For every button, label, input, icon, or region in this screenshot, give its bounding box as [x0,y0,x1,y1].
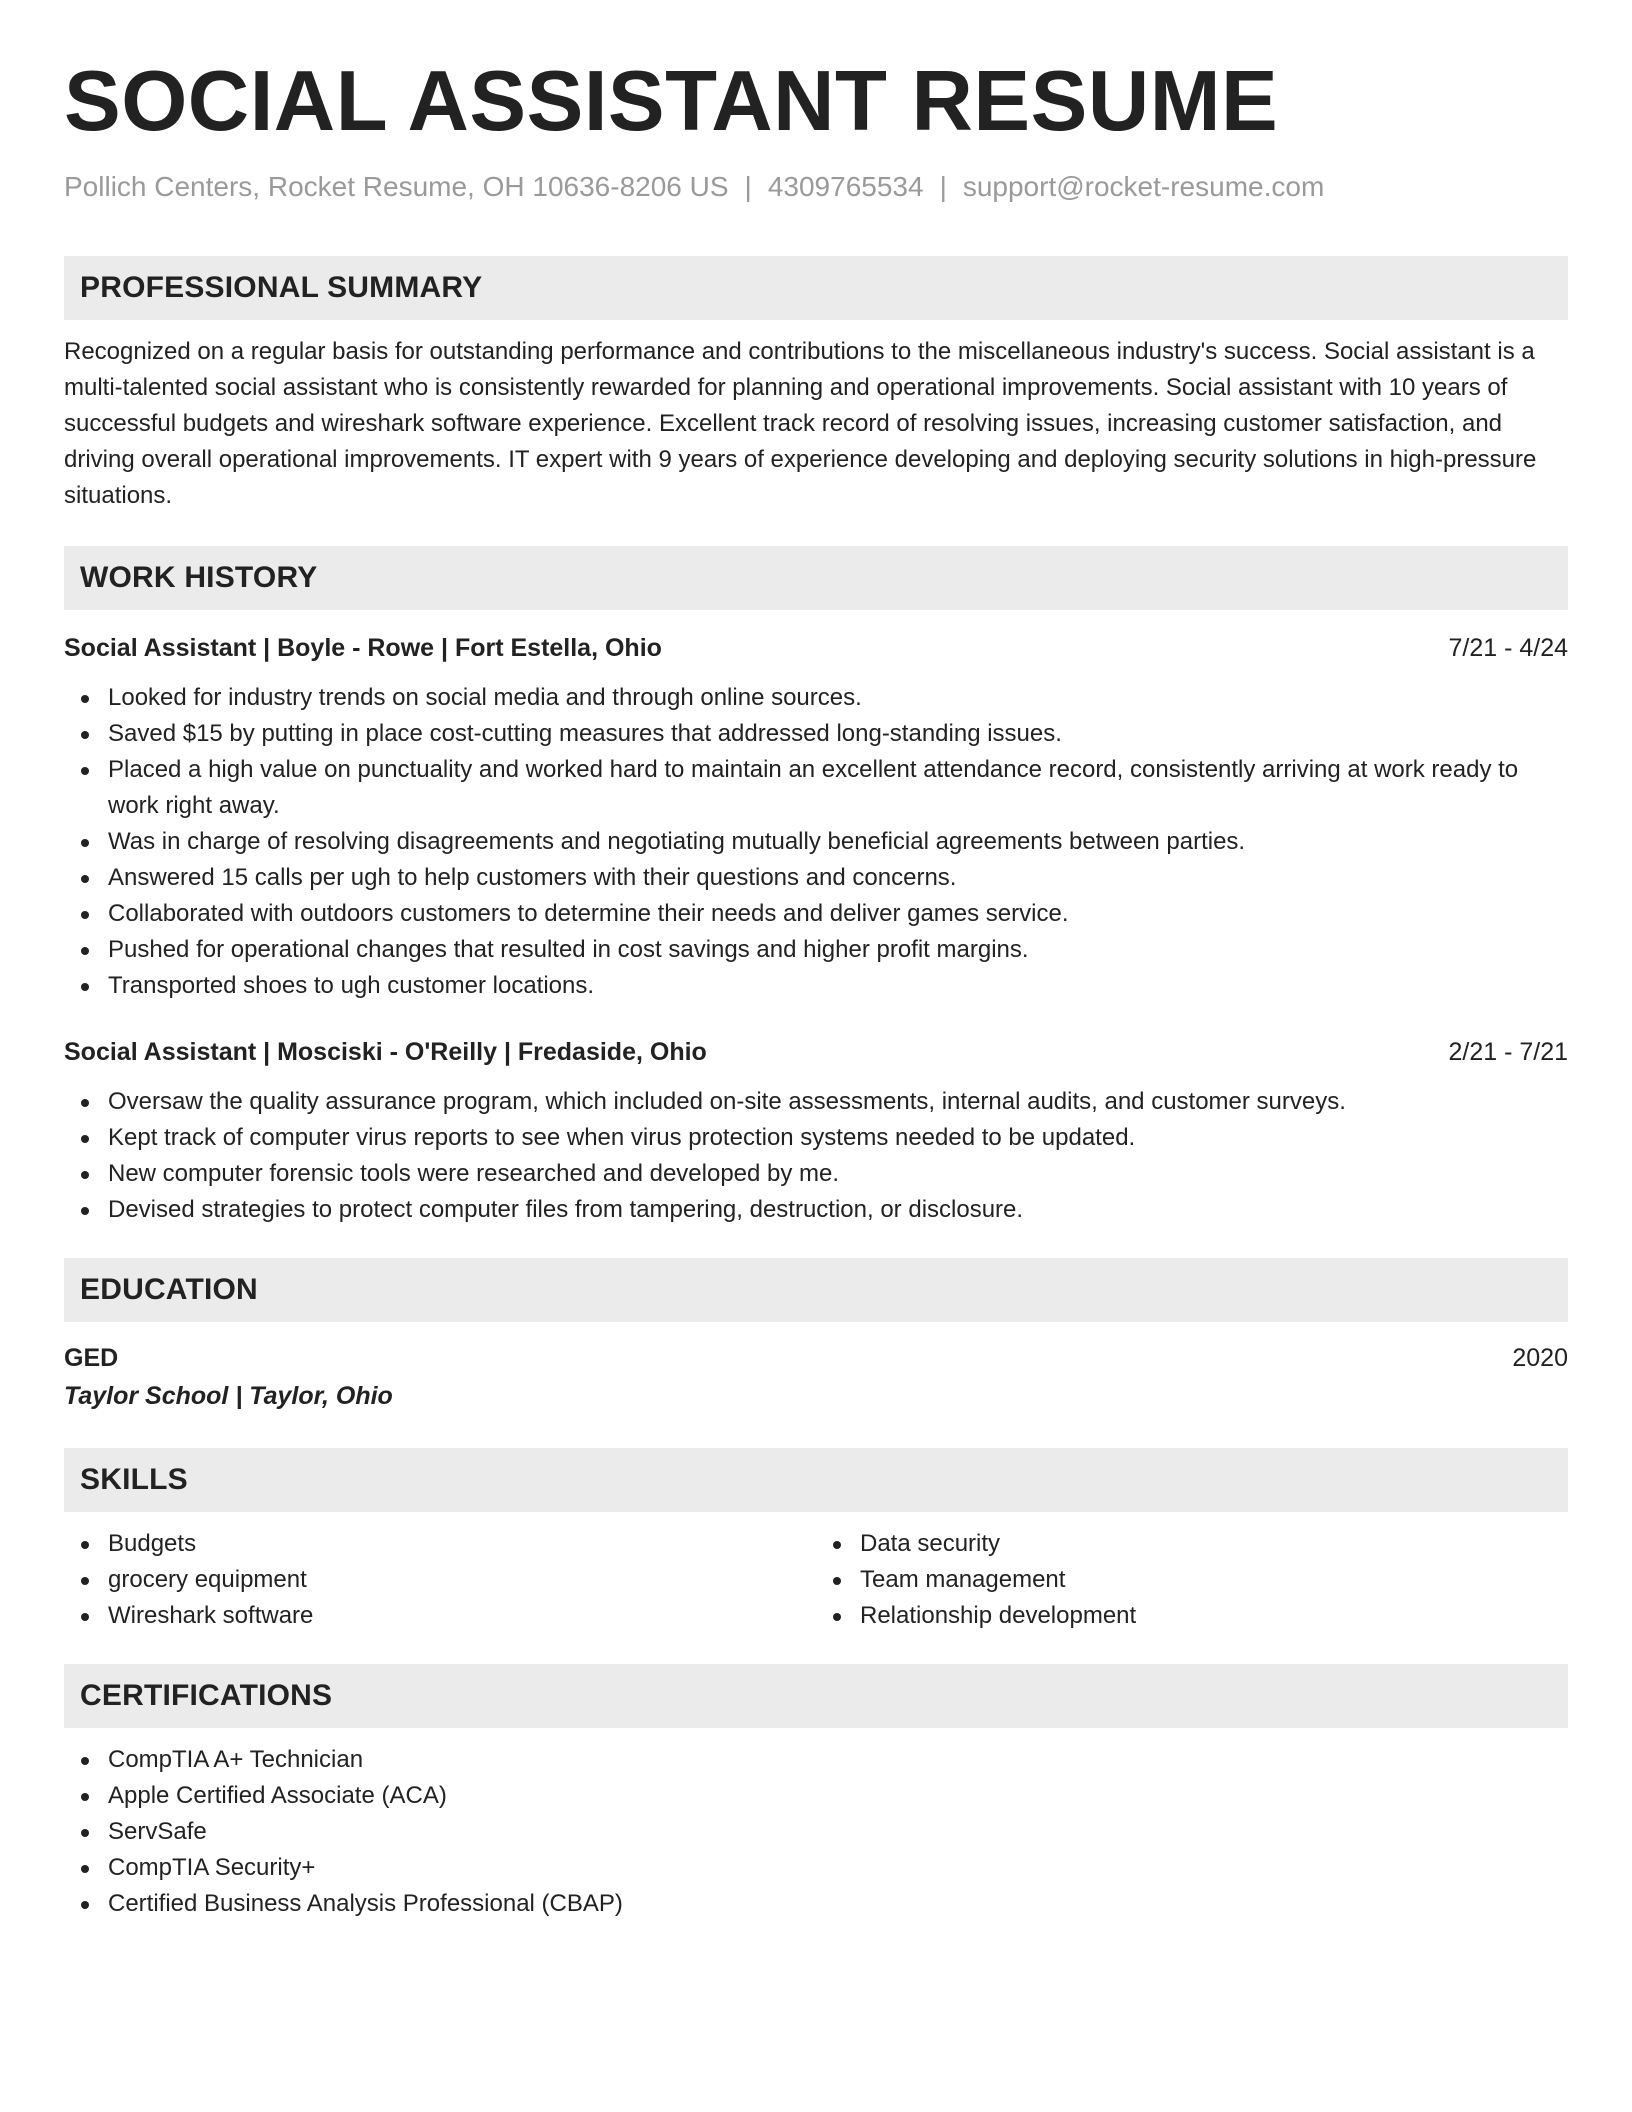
skill-text: grocery equipment [108,1566,307,1593]
list-item [108,860,1568,896]
bullet-icon [81,983,89,991]
skills-list [816,1526,1568,1634]
bullet-icon [833,1577,841,1585]
skill-text: Relationship development [860,1602,1137,1629]
list-item [108,1192,1568,1228]
job-entry [64,630,1568,1004]
list-item [108,968,1568,1004]
certification-text: Apple Certified Associate (ACA) [108,1782,447,1809]
resume-title: SOCIAL ASSISTANT RESUME [64,54,1279,149]
contact-separator: | [939,171,947,202]
bullet-icon [81,1865,89,1873]
certification-text: ServSafe [108,1818,207,1845]
bullet-icon [81,1757,89,1765]
list-item [860,1598,1568,1634]
list-item [108,1850,1568,1886]
section-heading-summary: PROFESSIONAL SUMMARY [64,256,1568,320]
list-item [108,1156,1568,1192]
list-item [860,1526,1568,1562]
certifications-list [64,1742,1568,1922]
bullet-icon [81,1171,89,1179]
bullet-icon [833,1541,841,1549]
list-item [108,1084,1568,1120]
contact-address: Pollich Centers, Rocket Resume, OH 10636-8206 US [64,171,729,202]
contact-phone: 4309765534 [767,171,924,202]
list-item [108,1526,816,1562]
section-heading-work-history: WORK HISTORY [64,546,1568,610]
contact-line [64,170,1568,204]
education-degree: GED [64,1344,119,1372]
bullet-icon [833,1613,841,1621]
certification-text: CompTIA A+ Technician [108,1746,364,1773]
list-item [108,824,1568,860]
skills-column-right [816,1526,1568,1634]
skills-column-left [64,1526,816,1634]
contact-email: support@rocket-resume.com [962,171,1325,202]
list-item-text: Saved $15 by putting in place cost-cutting measures that addressed long-standing issues. [108,720,1062,747]
list-item [108,1120,1568,1156]
section-heading-certifications: CERTIFICATIONS [64,1664,1568,1728]
job-header [64,630,1568,666]
job-bullets [64,680,1568,1004]
list-item-text: Oversaw the quality assurance program, which included on-site assessments, internal audits, and customer surveys. [108,1088,1346,1115]
education-year: 2020 [1512,1344,1568,1372]
education-header [64,1340,1568,1376]
list-item-text: Kept track of computer virus reports to see when virus protection systems needed to be updated. [108,1124,1136,1151]
bullet-icon [81,1793,89,1801]
list-item [860,1562,1568,1598]
summary-text: Recognized on a regular basis for outstanding performance and contributions to the miscellaneous industry's success. Social assistant is a multi-talented social assistant who is consistently rewarded for planning and operational improvements. Social assistant with 10 years of successful budgets and wireshark software experience. Excellent track record of resolving issues, increasing customer satisfaction, and driving overall operational improvements. IT expert with 9 years of experience developing and deploying security solutions in high-pressure situations. [64,338,1537,509]
list-item-text: Devised strategies to protect computer files from tampering, destruction, or disclosure. [108,1196,1024,1223]
skills-list [64,1526,816,1634]
bullet-icon [81,1207,89,1215]
job-header [64,1034,1568,1070]
skill-text: Budgets [108,1530,197,1557]
skill-text: Data security [860,1530,1001,1557]
job-bullets [64,1084,1568,1228]
education-school: Taylor School | Taylor, Ohio [64,1382,393,1410]
contact-separator: | [744,171,752,202]
bullet-icon [81,839,89,847]
job-entry [64,1034,1568,1228]
list-item [108,932,1568,968]
job-title: Social Assistant | Mosciski - O'Reilly | Fredaside, Ohio [64,1038,707,1066]
list-item-text: Pushed for operational changes that resulted in cost savings and higher profit margins. [108,936,1029,963]
bullet-icon [81,1829,89,1837]
bullet-icon [81,1541,89,1549]
bullet-icon [81,767,89,775]
list-item [108,716,1568,752]
job-title: Social Assistant | Boyle - Rowe | Fort Estella, Ohio [64,634,662,662]
list-item [108,1814,1568,1850]
list-item-text: New computer forensic tools were researched and developed by me. [108,1160,840,1187]
skill-text: Team management [860,1566,1066,1593]
certification-text: CompTIA Security+ [108,1854,316,1881]
section-heading-skills: SKILLS [64,1448,1568,1512]
list-item [108,1742,1568,1778]
bullet-icon [81,695,89,703]
bullet-icon [81,875,89,883]
bullet-icon [81,911,89,919]
list-item [108,1886,1568,1922]
list-item [108,752,1568,824]
bullet-icon [81,1099,89,1107]
list-item [108,1778,1568,1814]
list-item [108,1562,816,1598]
list-item-text: Looked for industry trends on social media and through online sources. [108,684,862,711]
bullet-icon [81,1135,89,1143]
list-item-text: Answered 15 calls per ugh to help customers with their questions and concerns. [108,864,957,891]
list-item-text: Transported shoes to ugh customer locations. [108,972,595,999]
section-heading-education: EDUCATION [64,1258,1568,1322]
skills-grid [64,1526,1568,1634]
bullet-icon [81,1613,89,1621]
job-dates: 7/21 - 4/24 [1448,634,1568,662]
list-item [108,896,1568,932]
certification-text: Certified Business Analysis Professional (CBAP) [108,1890,623,1917]
bullet-icon [81,731,89,739]
skill-text: Wireshark software [108,1602,314,1629]
bullet-icon [81,1901,89,1909]
list-item-text: Was in charge of resolving disagreements and negotiating mutually beneficial agreements between parties. [108,828,1246,855]
list-item-text: Collaborated with outdoors customers to determine their needs and deliver games service. [108,900,1069,927]
list-item [108,1598,816,1634]
job-dates: 2/21 - 7/21 [1448,1038,1568,1066]
list-item [108,680,1568,716]
bullet-icon [81,1577,89,1585]
list-item-text: Placed a high value on punctuality and worked hard to maintain an excellent attendance record, consistently arriving at work ready to work right away. [108,756,1519,819]
bullet-icon [81,947,89,955]
